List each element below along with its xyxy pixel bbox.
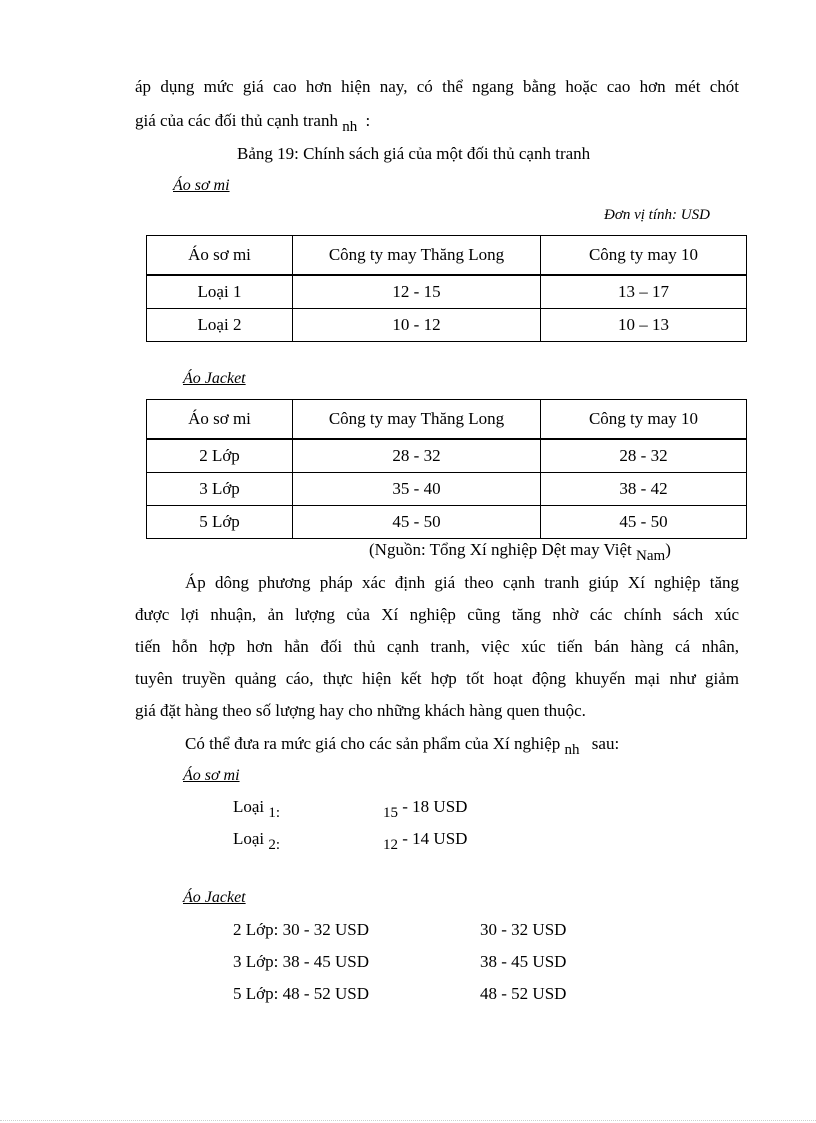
jacket-prices-heading: Áo Jacket [183, 889, 246, 906]
table-cell: 10 – 13 [541, 309, 747, 342]
intro-line-1-text: áp dụng mức giá cao hơn hiện nay, có thể ngang bằng hoặc cao hơn mét chót [135, 77, 739, 96]
jacket-price-right: 38 - 45 USD [480, 952, 567, 971]
shirt-table-heading: Áo sơ mi [173, 177, 230, 194]
price-label: Loại [233, 797, 265, 816]
table-cell: 38 - 42 [541, 473, 747, 506]
table-cell: 35 - 40 [293, 473, 541, 506]
table-row [147, 439, 747, 473]
price-value: - 18 USD [402, 797, 468, 816]
table-row [147, 506, 747, 539]
source-sub: Nam [636, 548, 666, 564]
shirt-prices-heading: Áo sơ mi [183, 767, 240, 784]
table-cell: 2 Lớp [147, 439, 293, 473]
table-cell: 3 Lớp [147, 473, 293, 506]
table-header-row [147, 400, 747, 440]
jacket-price-left: 2 Lớp: 30 - 32 USD [233, 920, 370, 939]
table-cell: 10 - 12 [293, 309, 541, 342]
proposal-tail: sau: [591, 734, 620, 753]
jacket-price-right: 48 - 52 USD [480, 984, 567, 1003]
header-cell: Áo sơ mi [147, 236, 293, 276]
table-row [147, 275, 747, 309]
paragraph-line: tiến hỗn hợp hơn hẳn đối thủ cạnh tranh, việc xúc tiến bán hàng cá nhân, [135, 637, 739, 656]
source-note [369, 539, 671, 562]
paragraph-line: được lợi nhuận, ản lượng của Xí nghiệp cũng tăng nhờ các chính sách xúc [135, 605, 739, 624]
shirt-price-value [383, 797, 468, 821]
shirt-price-item [233, 797, 281, 821]
table-cell: 13 – 17 [541, 275, 747, 309]
paragraph-line: Áp dông phương pháp xác định giá theo cạnh tranh giúp Xí nghiệp tăng [185, 573, 739, 592]
jacket-price-table [146, 399, 747, 539]
table-cell: 5 Lớp [147, 506, 293, 539]
table-cell: 28 - 32 [541, 439, 747, 473]
table-cell: 45 - 50 [541, 506, 747, 539]
price-label-sub: 1: [268, 805, 281, 821]
header-cell: Công ty may 10 [541, 236, 747, 276]
intro-line-2-sub: nh [342, 119, 358, 135]
shirt-price-table [146, 235, 747, 342]
table-header-row [147, 236, 747, 276]
header-cell: Áo sơ mi [147, 400, 293, 440]
intro-line-1 [135, 76, 739, 98]
jacket-table-heading: Áo Jacket [183, 370, 246, 387]
page-bottom-divider [0, 1120, 816, 1121]
proposal-sub: nh [564, 742, 580, 758]
table-cell: Loại 2 [147, 309, 293, 342]
jacket-price-left: 5 Lớp: 48 - 52 USD [233, 984, 370, 1003]
price-value: - 14 USD [402, 829, 468, 848]
table-cell: 45 - 50 [293, 506, 541, 539]
table-cell: 28 - 32 [293, 439, 541, 473]
header-cell: Công ty may 10 [541, 400, 747, 440]
proposal-line [185, 733, 619, 756]
header-cell: Công ty may Thăng Long [293, 236, 541, 276]
table-cell: 12 - 15 [293, 275, 541, 309]
shirt-price-item [233, 829, 281, 853]
intro-line-2 [135, 110, 370, 133]
table-row [147, 309, 747, 342]
proposal-text: Có thể đưa ra mức giá cho các sản phẩm của Xí nghiệp [185, 734, 561, 753]
source-text: (Nguồn: Tổng Xí nghiệp Dệt may Việt [369, 540, 632, 559]
source-tail: ) [665, 540, 671, 559]
shirt-price-value [383, 829, 468, 853]
jacket-price-right: 30 - 32 USD [480, 920, 567, 939]
jacket-price-left: 3 Lớp: 38 - 45 USD [233, 952, 370, 971]
table-row [147, 473, 747, 506]
price-value-sub: 12 [383, 837, 398, 853]
intro-line-2-text: giá của các đối thủ cạnh tranh [135, 111, 338, 130]
paragraph-line: giá đặt hàng theo số lượng hay cho những khách hàng quen thuộc. [135, 701, 586, 720]
price-label: Loại [233, 829, 265, 848]
intro-line-2-tail: : [365, 111, 371, 130]
table-cell: Loại 1 [147, 275, 293, 309]
unit-label: Đơn vị tính: USD [604, 207, 710, 223]
paragraph-line: tuyên truyền quảng cáo, thực hiện kết hợp tốt hoạt động khuyến mại như giảm [135, 669, 739, 688]
table-caption: Bảng 19: Chính sách giá của một đối thủ cạnh tranh [237, 144, 591, 163]
price-value-sub: 15 [383, 805, 398, 821]
price-label-sub: 2: [268, 837, 281, 853]
header-cell: Công ty may Thăng Long [293, 400, 541, 440]
